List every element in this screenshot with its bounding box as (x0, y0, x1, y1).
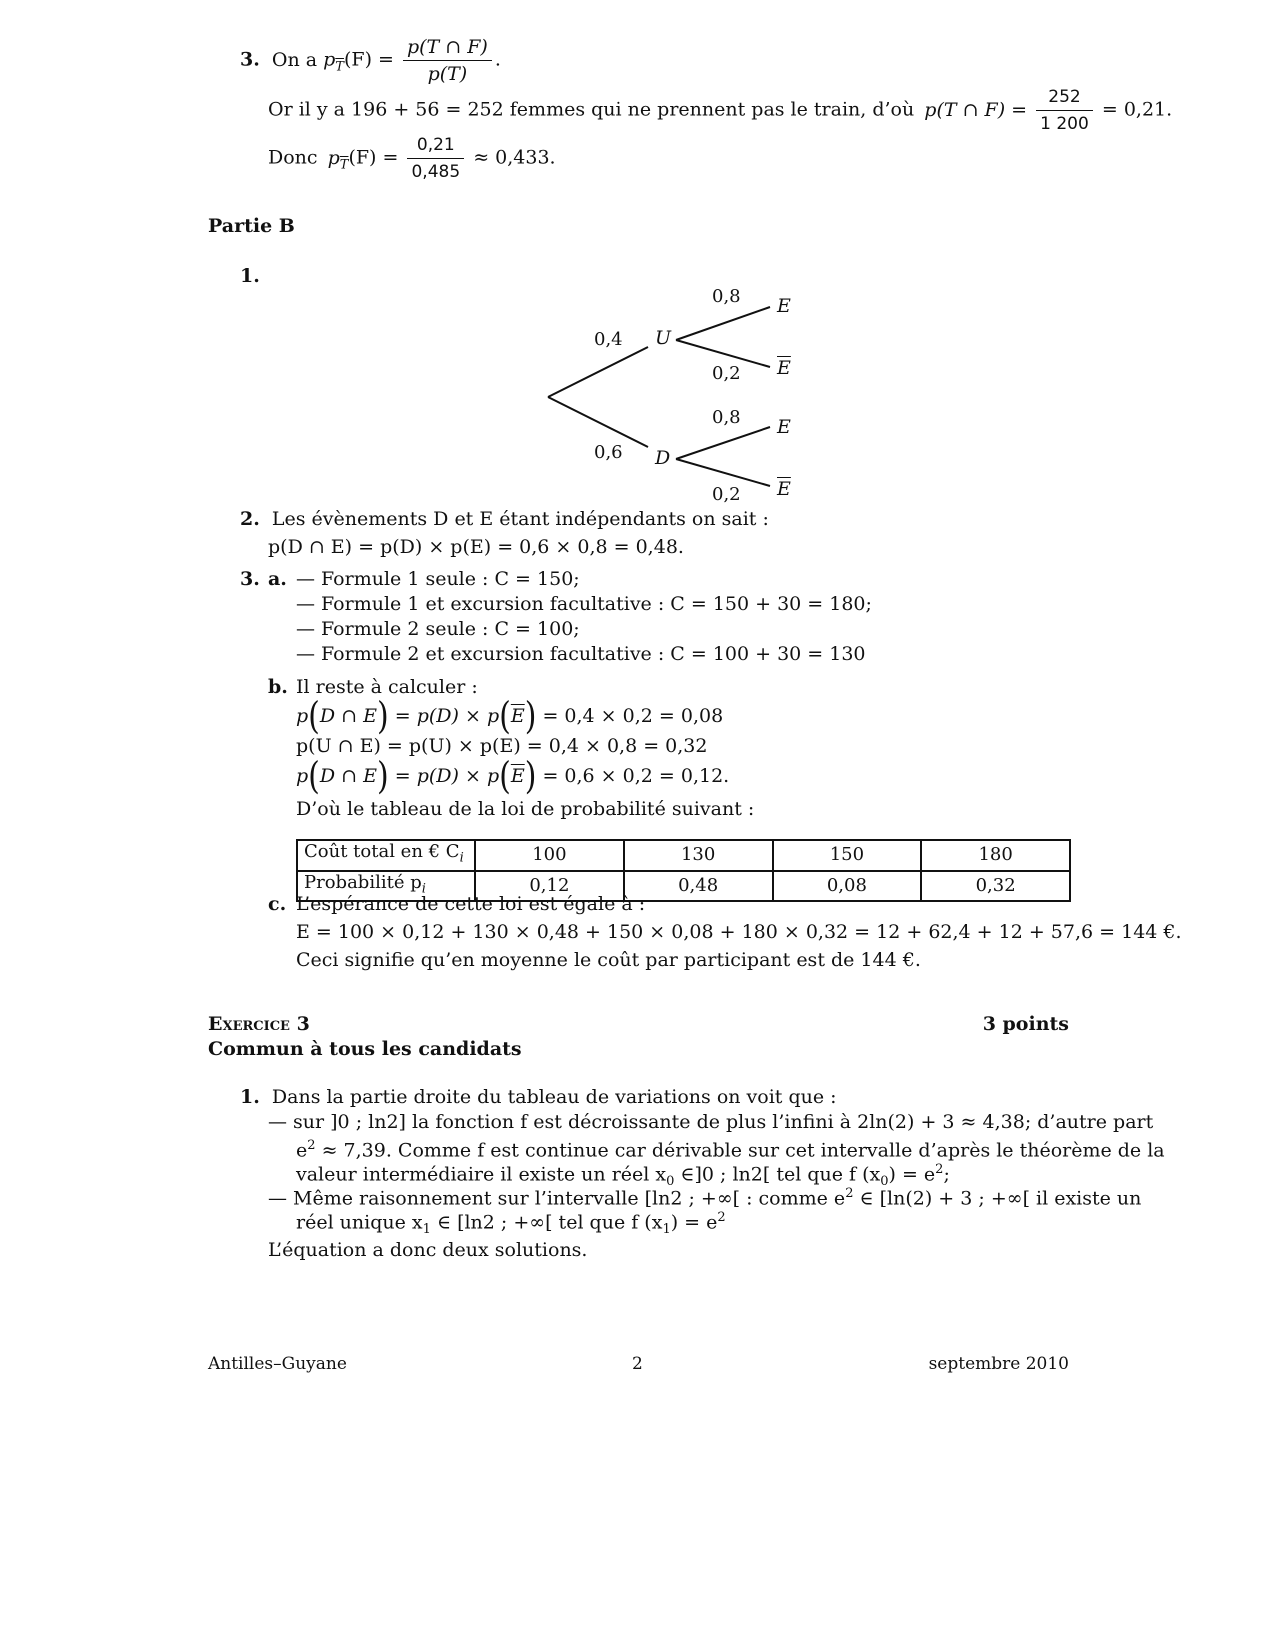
tree-branch-ue (676, 307, 770, 340)
close-paren-icon: ) (524, 754, 537, 799)
ex3-b1-l3-eq: ) = e (888, 1163, 936, 1186)
pb3c-intro: L’espérance de cette loi est égale à : (296, 893, 646, 915)
pb3b-l3-mid: = p(D) × p (394, 765, 500, 787)
pb3c-meaning: Ceci signifie qu’en moyenne le coût par participant est de 144 €. (296, 949, 921, 971)
tree-label-d-e: 0,8 (712, 407, 741, 428)
q3-lhs: p (323, 48, 336, 71)
footer-page-number: 2 (632, 1354, 643, 1374)
q3-line3-result: ≈ 0,433. (473, 146, 556, 169)
ex3-conclusion: L’équation a donc deux solutions. (268, 1239, 588, 1261)
pb3b-outro: D’où le tableau de la loi de probabilité suivant : (296, 798, 755, 820)
ex3-b2-l2-mid: ∈ [ln2 ; +∞[ tel que f (x (430, 1211, 663, 1234)
tree-label-p-d: 0,6 (594, 442, 623, 463)
pb3c-letter: c. (268, 893, 287, 915)
close-paren-icon: ) (524, 694, 537, 739)
partie-b-heading: Partie B (208, 215, 295, 237)
ex3-b2-l2-text: réel unique x (296, 1211, 423, 1234)
row1-sub: i (459, 850, 464, 866)
pb3b-l1-p: p (296, 705, 309, 727)
pb3b-l3-end: = 0,6 × 0,2 = 0,12. (542, 765, 730, 787)
tree-branch-u (548, 347, 648, 397)
pb3b-l1-ebar: $\overline{E}$ (510, 705, 525, 727)
ex3-q1-number: 1. (240, 1086, 260, 1108)
footer-left: Antilles–Guyane (208, 1354, 347, 1374)
ex3-bullet2-line2 (296, 1206, 726, 1242)
ex3-b1-l3-text: valeur intermédiaire il existe un réel x (296, 1163, 667, 1186)
tree-node-u: U (655, 327, 672, 349)
open-paren-icon: ( (499, 694, 511, 739)
q3-period: . (494, 48, 501, 71)
q3-line3-lhs-sub: T (339, 157, 349, 173)
tree-label-d-ne: 0,2 (712, 484, 741, 505)
pb3b-l3-set: D ∩ E (319, 765, 377, 787)
pb3a-item-1: — Formule 1 seule : C = 150; (296, 568, 580, 590)
probability-tree (0, 0, 1275, 520)
e-exponent-4: 2 (717, 1210, 726, 1225)
ex3-b2-l1-text: — Même raisonnement sur l’intervalle [ln2 ; +∞[ : comme e (268, 1187, 846, 1210)
pb3b-line2: p(U ∩ E) = p(U) × p(E) = 0,4 × 0,8 = 0,32 (296, 735, 708, 757)
pb3b-line3 (296, 754, 730, 799)
pb3b-l3-p: p (296, 765, 309, 787)
ex3-bullet1-line1: — sur ]0 ; ln2] la fonction f est décroissante de plus l’infini à 2ln(2) + 3 ≈ 4,38; d’autre part (268, 1111, 1154, 1133)
e-exponent-3: 2 (845, 1186, 854, 1201)
pb3a-item-4: — Formule 2 et excursion facultative : C = 100 + 30 = 130 (296, 643, 866, 665)
pb3b-letter: b. (268, 676, 288, 698)
q3-line3-frac-num: 0,21 (407, 132, 464, 159)
x0-sub-2: 0 (880, 1174, 889, 1190)
tree-leaf-dne: $\overline{E}$ (777, 478, 791, 500)
q3-line2-text: Or il y a 196 + 56 = 252 femmes qui ne prennent pas le train, d’où (268, 98, 915, 121)
tree-label-u-ne: 0,2 (712, 363, 741, 384)
q3-line2-expr: p(T ∩ F) = (924, 98, 1028, 121)
table-cell: 150 (773, 840, 922, 871)
row2-label: Probabilité p (304, 871, 422, 893)
pb3b-intro: Il reste à calculer : (296, 676, 478, 698)
tree-branch-d (548, 397, 648, 447)
ex3-b1-l2-text: ≈ 7,39. Comme f est continue car dérivable sur cet intervalle d’après le théorème de la (315, 1139, 1165, 1162)
table-cell: 0,32 (921, 871, 1070, 902)
q3-line2-frac-den: 1 200 (1040, 114, 1089, 134)
e-base: e (296, 1139, 308, 1162)
pb3a-item-2: — Formule 1 et excursion facultative : C = 150 + 30 = 180; (296, 593, 872, 615)
pb3-number: 3. (240, 568, 260, 590)
ex3-b2-l2-eq: ) = e (670, 1211, 718, 1234)
table-cell: 100 (475, 840, 624, 871)
q3-line3-lhs-arg: (F) = (348, 146, 399, 169)
tree-label-u-e: 0,8 (712, 286, 741, 307)
pb2-line2: p(D ∩ E) = p(D) × p(E) = 0,6 × 0,8 = 0,48. (268, 536, 684, 558)
close-paren-icon: ) (377, 694, 389, 739)
q3-intro: On a (271, 48, 318, 71)
pb3b-l1-set-text: D ∩ E (319, 705, 377, 727)
pb3b-l3-ebar: $\overline{E}$ (510, 765, 525, 787)
table-cell: 130 (624, 840, 773, 871)
pb3a-item-3: — Formule 2 seule : C = 100; (296, 618, 580, 640)
x1-sub: 1 (422, 1222, 431, 1238)
footer-right: septembre 2010 (928, 1354, 1069, 1374)
table-cell: 0,48 (624, 871, 773, 902)
pb2-line1 (240, 507, 769, 531)
x0-sub: 0 (666, 1174, 675, 1190)
tree-branch-de (676, 427, 770, 459)
row2-sub: i (421, 881, 426, 897)
tree-node-d: D (655, 447, 671, 469)
q3-line2-frac-num: 252 (1036, 84, 1093, 111)
q3-lhs-sub: T (335, 59, 344, 75)
x1-sub-2: 1 (662, 1222, 671, 1238)
q3-line3-intro: Donc (268, 146, 318, 169)
table-row1-header (297, 840, 475, 871)
q3-lhs-arg: (F) = (343, 48, 394, 71)
pb3b-l1-mid: = p(D) × p (394, 705, 500, 727)
q3-number: 3. (240, 48, 260, 71)
pb1-number: 1. (240, 265, 260, 287)
table-row (297, 840, 1070, 871)
e-exponent-2: 2 (935, 1162, 944, 1177)
tree-branch-dne (676, 459, 770, 486)
q3-line2-result: = 0,21. (1101, 98, 1173, 121)
pb2-text: Les évènements D et E étant indépendants on sait : (271, 508, 769, 530)
table-cell: 180 (921, 840, 1070, 871)
pb3b-l1-set (320, 705, 377, 727)
tree-leaf-une: $\overline{E}$ (777, 357, 791, 379)
open-paren-icon: ( (499, 754, 511, 799)
tree-leaf-de: E (777, 416, 791, 438)
open-paren-icon: ( (308, 754, 320, 799)
exercise-3-title: Exercice 3 (208, 1013, 310, 1035)
exercise-3-subtitle: Commun à tous les candidats (208, 1038, 522, 1060)
table-cell: 0,08 (773, 871, 922, 902)
exercise-3-points: 3 points (982, 1013, 1069, 1035)
pb2-number: 2. (240, 508, 260, 530)
ex3-q1-line (240, 1085, 837, 1109)
q3-frac-num: p(T ∩ F) (403, 34, 492, 61)
open-paren-icon: ( (308, 694, 320, 739)
e-exponent: 2 (307, 1138, 316, 1153)
close-paren-icon: ) (377, 754, 389, 799)
pb3b-l1-end: = 0,4 × 0,2 = 0,08 (542, 705, 724, 727)
pb3b-line1 (296, 694, 724, 739)
ex3-b1-l3-mid: ∈]0 ; ln2[ tel que f (x (674, 1163, 881, 1186)
q3-line3-lhs: p (327, 146, 340, 169)
ex3-q1-intro: Dans la partie droite du tableau de variations on voit que : (271, 1086, 837, 1108)
ex3-b2-l1-end: ∈ [ln(2) + 3 ; +∞[ il existe un (853, 1187, 1142, 1210)
pb3a-letter: a. (268, 568, 287, 590)
tree-label-p-u: 0,4 (594, 329, 623, 350)
tree-leaf-ue: E (777, 295, 791, 317)
q3-frac-den: p(T) (427, 63, 468, 85)
q3-line3-frac-den: 0,485 (411, 162, 461, 182)
table-cell: 0,12 (475, 871, 624, 902)
row1-label: Coût total en € C (304, 841, 460, 862)
pb3c-formula: E = 100 × 0,12 + 130 × 0,48 + 150 × 0,08 + 180 × 0,32 = 12 + 62,4 + 12 + 57,6 = 144 €. (296, 921, 1182, 943)
ex3-b1-l3-end: ; (943, 1163, 950, 1186)
